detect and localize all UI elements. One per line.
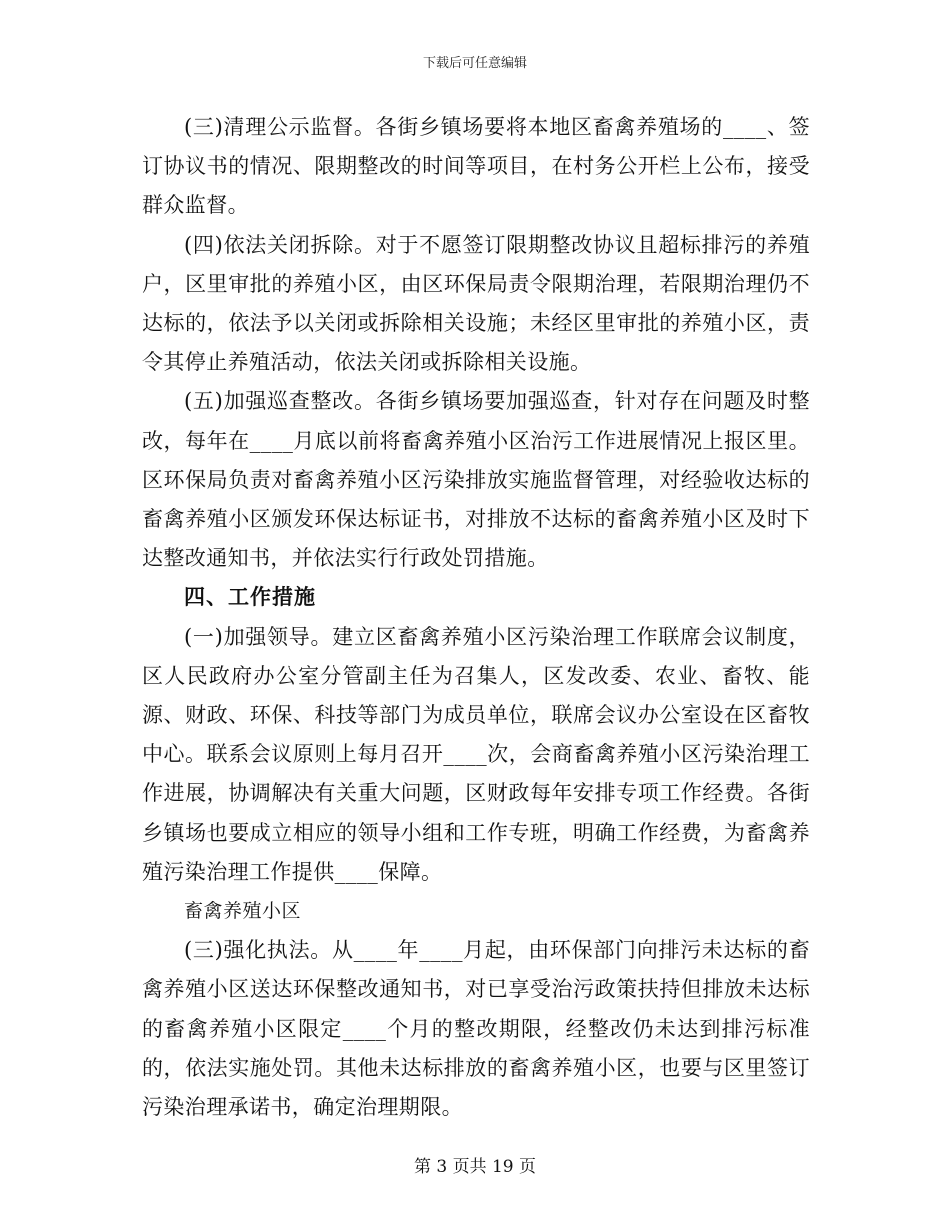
document-body bbox=[142, 108, 810, 1127]
paragraph-closure-demolition: (四)依法关闭拆除。对于不愿签订限期整改协议且超标排污的养殖户，区里审批的养殖小区，由区环保局责令限期治理，若限期治理仍不达标的，依法予以关闭或拆除相关设施；未经区里审批的养殖小区，责令其停止养殖活动，依法关闭或拆除相关设施。 bbox=[142, 232, 810, 375]
paragraph-publicity-supervision: (三)清理公示监督。各街乡镇场要将本地区畜禽养殖场的____、签订协议书的情况、限期整改的时间等项目，在村务公开栏上公布，接受群众监督。 bbox=[142, 115, 810, 218]
paragraph-enforcement: (三)强化执法。从____年____月起，由环保部门向排污未达标的畜禽养殖小区送达环保整改通知书，对已享受治污政策扶持但排放未达标的畜禽养殖小区限定____个月的整改期限，经整改仍未达到排污标准的，依法实施处罚。其他未达标排放的畜禽养殖小区，也要与区里签订污染治理承诺书，确定治理期限。 bbox=[142, 938, 810, 1120]
page-footer: 第 3 页共 19 页 bbox=[413, 1157, 537, 1177]
page-header: 下载后可任意编辑 bbox=[422, 56, 527, 71]
paragraph-leadership: (一)加强领导。建立区畜禽养殖小区污染治理工作联席会议制度，区人民政府办公室分管副主任为召集人，区发改委、农业、畜牧、能源、财政、环保、科技等部门为成员单位，联席会议办公室设在区畜牧中心。联系会议原则上每月召开____次，会商畜禽养殖小区污染治理工作进展，协调解决有关重大问题，区财政每年安排专项工作经费。各街乡镇场也要成立相应的领导小组和工作专班，明确工作经费，为畜禽养殖污染治理工作提供____保障。 bbox=[142, 624, 810, 884]
paragraph-inspection-rectification: (五)加强巡查整改。各街乡镇场要加强巡查，针对存在问题及时整改，每年在____月底以前将畜禽养殖小区治污工作进展情况上报区里。区环保局负责对畜禽养殖小区污染排放实施监督管理，对经验收达标的畜禽养殖小区颁发环保达标证书，对排放不达标的畜禽养殖小区及时下达整改通知书，并依法实行行政处罚措施。 bbox=[142, 389, 810, 571]
section-heading: 四、工作措施 bbox=[184, 585, 316, 610]
subheading: 畜禽养殖小区 bbox=[184, 900, 302, 923]
